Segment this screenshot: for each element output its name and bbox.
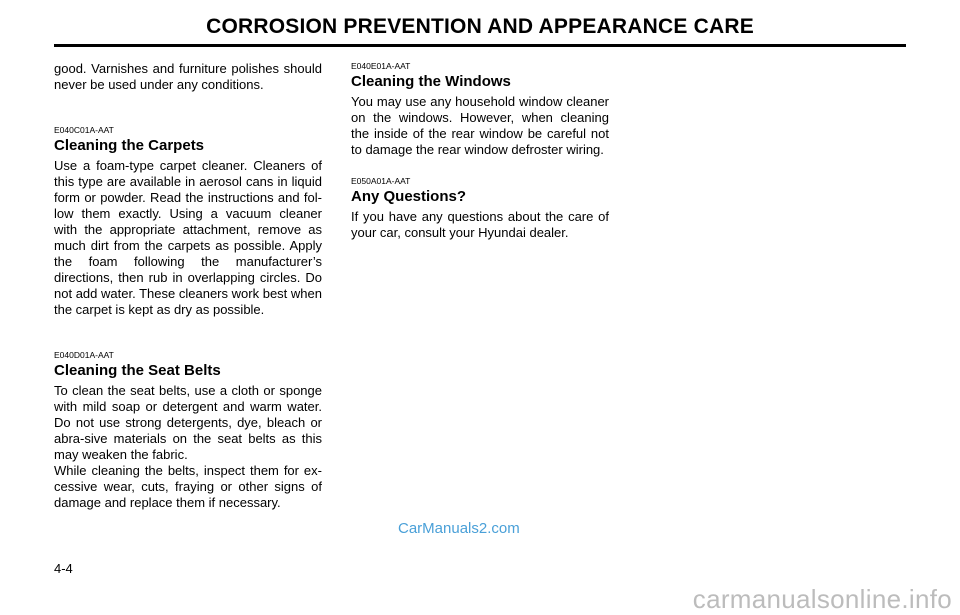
section-heading: Cleaning the Seat Belts — [54, 362, 221, 379]
section-body: If you have any questions about the care of your car, consult your Hyundai dealer. — [351, 209, 609, 240]
section-code: E040C01A-AAT — [54, 125, 114, 135]
section-code: E050A01A-AAT — [351, 176, 411, 186]
section-heading: Cleaning the Windows — [351, 73, 511, 90]
page-title: CORROSION PREVENTION AND APPEARANCE CARE — [206, 15, 754, 38]
left-column — [54, 61, 322, 511]
intro-paragraph: good. Varnishes and furniture polishes should never be used under any conditions. — [54, 61, 322, 92]
watermark-link: CarManuals2.com — [398, 520, 520, 537]
section-carpets — [54, 125, 322, 318]
section-heading: Any Questions? — [351, 188, 467, 205]
section-windows — [351, 61, 609, 158]
right-column — [351, 61, 609, 241]
section-heading: Cleaning the Carpets — [54, 137, 205, 154]
page-number: 4-4 — [54, 561, 73, 576]
section-body: Use a foam-type carpet cleaner. Cleaners of this type are available in aerosol cans in liquid form or powder. Read the instructions and fol-low them exactly. Using a vacuum cleaner with the appropriate attachment, remove as much dirt from the carpets as possible. Apply the foam following the manufacturer’s directions, then rub in overlapping circles. Do not add water. These cleaners work best when the carpet is kept as dry as possible. — [54, 158, 322, 317]
footer-watermark: carmanualsonline.info — [692, 584, 952, 614]
section-body: You may use any household window cleaner on the windows. However, when cleaning the inside of the rear window be careful not to damage the rear window defroster wiring. — [351, 94, 609, 157]
section-seat-belts — [54, 350, 322, 511]
section-code: E040E01A-AAT — [351, 61, 411, 71]
header-rule — [54, 44, 906, 47]
section-body: While cleaning the belts, inspect them for ex-cessive wear, cuts, fraying or other signs of damage and replace them if necessary. — [54, 463, 322, 510]
section-questions — [351, 176, 609, 241]
section-body: To clean the seat belts, use a cloth or sponge with mild soap or detergent and warm water. Do not use strong detergents, dye, bleach or abra-sive materials on the seat belts as this may weaken the fabric. — [54, 383, 322, 462]
section-code: E040D01A-AAT — [54, 350, 114, 360]
